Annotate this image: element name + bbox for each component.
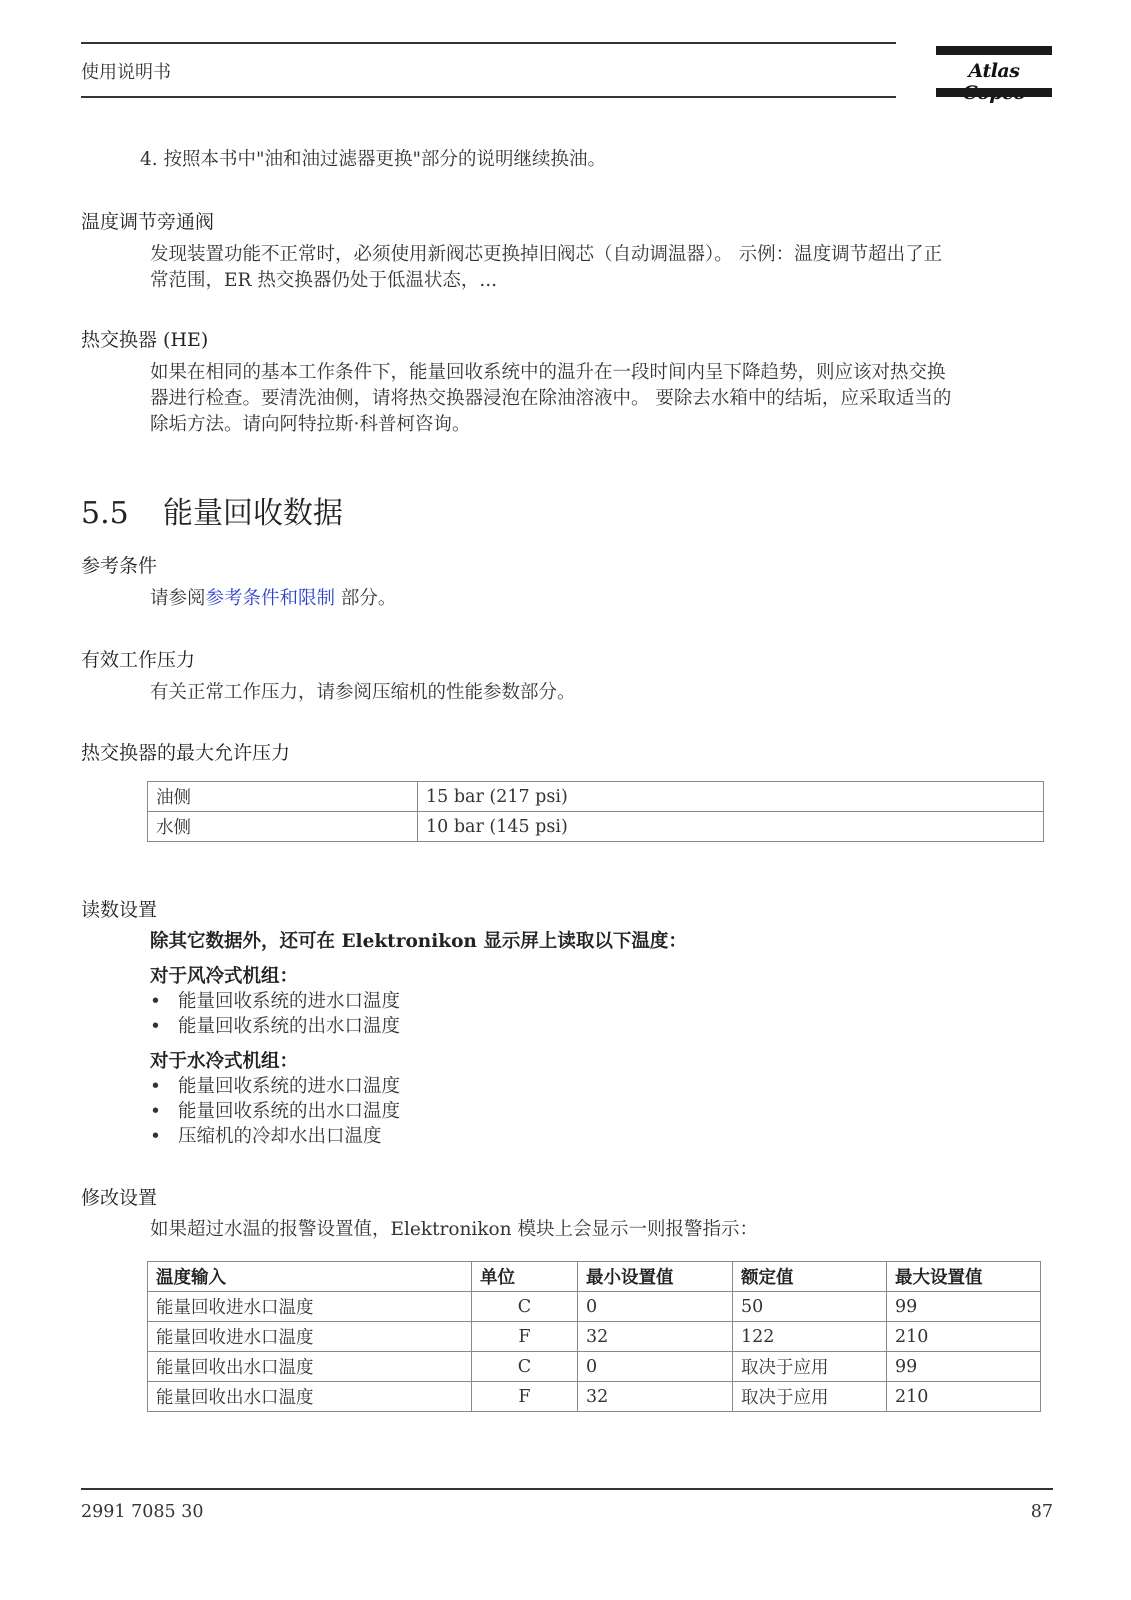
table-cell: 99 xyxy=(887,1352,1041,1382)
pressure-heading: 有效工作压力 xyxy=(81,649,196,671)
air-cooled-label: 对于风冷式机组： xyxy=(150,966,299,987)
readings-intro: 除其它数据外，还可在 Elektronikon 显示屏上读取以下温度： xyxy=(150,931,687,952)
header-title: 使用说明书 xyxy=(81,62,171,83)
table-cell: 能量回收出水口温度 xyxy=(148,1382,472,1412)
table-cell: F xyxy=(472,1382,578,1412)
table-row xyxy=(148,812,1044,842)
step-4-text: 4. 按照本书中"油和油过滤器更换"部分的说明继续换油。 xyxy=(140,149,607,170)
list-item: • 能量回收系统的进水口温度 xyxy=(150,1074,400,1099)
air-cooled-block xyxy=(150,964,400,1039)
bypass-valve-heading: 温度调节旁通阀 xyxy=(81,211,215,233)
table-cell: 122 xyxy=(733,1322,887,1352)
table-row xyxy=(148,1322,1041,1352)
pressure-text: 有关正常工作压力，请参阅压缩机的性能参数部分。 xyxy=(150,682,576,703)
settings-table xyxy=(147,1261,1041,1412)
table-cell: 10 bar (145 psi) xyxy=(418,812,1044,842)
column-header: 额定值 xyxy=(733,1262,887,1292)
table-cell: 取决于应用 xyxy=(733,1352,887,1382)
column-header: 最小设置值 xyxy=(578,1262,733,1292)
table-cell: 50 xyxy=(733,1292,887,1322)
table-row xyxy=(148,1352,1041,1382)
table-cell: 210 xyxy=(887,1322,1041,1352)
reference-text: 请参阅参考条件和限制 部分。 xyxy=(150,588,397,609)
reference-heading: 参考条件 xyxy=(81,555,158,577)
column-header: 温度输入 xyxy=(148,1262,472,1292)
table-cell: 0 xyxy=(578,1352,733,1382)
atlas-copco-logo xyxy=(936,46,1052,102)
readings-heading: 读数设置 xyxy=(81,899,158,921)
table-cell: 32 xyxy=(578,1382,733,1412)
table-row xyxy=(148,782,1044,812)
max-pressure-table xyxy=(147,781,1044,842)
water-cooled-label: 对于水冷式机组： xyxy=(150,1051,299,1072)
table-cell: 能量回收出水口温度 xyxy=(148,1352,472,1382)
heat-exchanger-heading: 热交换器 (HE) xyxy=(81,329,209,351)
water-cooled-block xyxy=(150,1049,400,1149)
list-item: • 能量回收系统的进水口温度 xyxy=(150,989,400,1014)
table-row xyxy=(148,1382,1041,1412)
table-cell: 能量回收进水口温度 xyxy=(148,1322,472,1352)
list-item: • 压缩机的冷却水出口温度 xyxy=(150,1124,400,1149)
modify-heading: 修改设置 xyxy=(81,1187,158,1209)
table-header-row xyxy=(148,1262,1041,1292)
logo-text: Atlas xyxy=(968,60,1020,82)
header-top-rule xyxy=(81,42,896,44)
table-cell: 取决于应用 xyxy=(733,1382,887,1412)
column-header: 最大设置值 xyxy=(887,1262,1041,1292)
table-cell: 能量回收进水口温度 xyxy=(148,1292,472,1322)
table-cell: 15 bar (217 psi) xyxy=(418,782,1044,812)
document-number: 2991 7085 30 xyxy=(81,1502,204,1522)
table-cell: 油侧 xyxy=(148,782,418,812)
section-title xyxy=(81,488,343,532)
table-cell: 水侧 xyxy=(148,812,418,842)
max-pressure-heading: 热交换器的最大允许压力 xyxy=(81,742,291,764)
header-bottom-rule xyxy=(81,96,896,98)
section-number: 5.5 xyxy=(81,496,129,531)
table-cell: 210 xyxy=(887,1382,1041,1412)
section-title-text: 能量回收数据 xyxy=(163,496,343,531)
table-cell: 32 xyxy=(578,1322,733,1352)
bypass-valve-text: 发现装置功能不正常时，必须使用新阀芯更换掉旧阀芯（自动调温器）。 示例：温度调节超出了正 常范围，ER 热交换器仍处于低温状态，... xyxy=(150,244,943,291)
footer-rule xyxy=(81,1488,1053,1490)
table-row xyxy=(148,1292,1041,1322)
table-cell: 99 xyxy=(887,1292,1041,1322)
table-cell: C xyxy=(472,1352,578,1382)
page-number: 87 xyxy=(1030,1502,1053,1522)
list-item: • 能量回收系统的出水口温度 xyxy=(150,1099,400,1124)
table-cell: C xyxy=(472,1292,578,1322)
list-item: • 能量回收系统的出水口温度 xyxy=(150,1014,400,1039)
heat-exchanger-text: 如果在相同的基本工作条件下，能量回收系统中的温升在一段时间内呈下降趋势，则应该对热交换 器进行检查。要清洗油侧，请将热交换器浸泡在除油溶液中。 要除去水箱中的结垢，应采取适当的 除垢方法。请向阿特拉斯·科普柯咨询。 xyxy=(150,362,952,435)
modify-text: 如果超过水温的报警设置值，Elektronikon 模块上会显示一则报警指示： xyxy=(150,1219,758,1240)
column-header: 单位 xyxy=(472,1262,578,1292)
table-cell: F xyxy=(472,1322,578,1352)
table-cell: 0 xyxy=(578,1292,733,1322)
reference-link[interactable]: 参考条件和限制 xyxy=(205,588,336,609)
